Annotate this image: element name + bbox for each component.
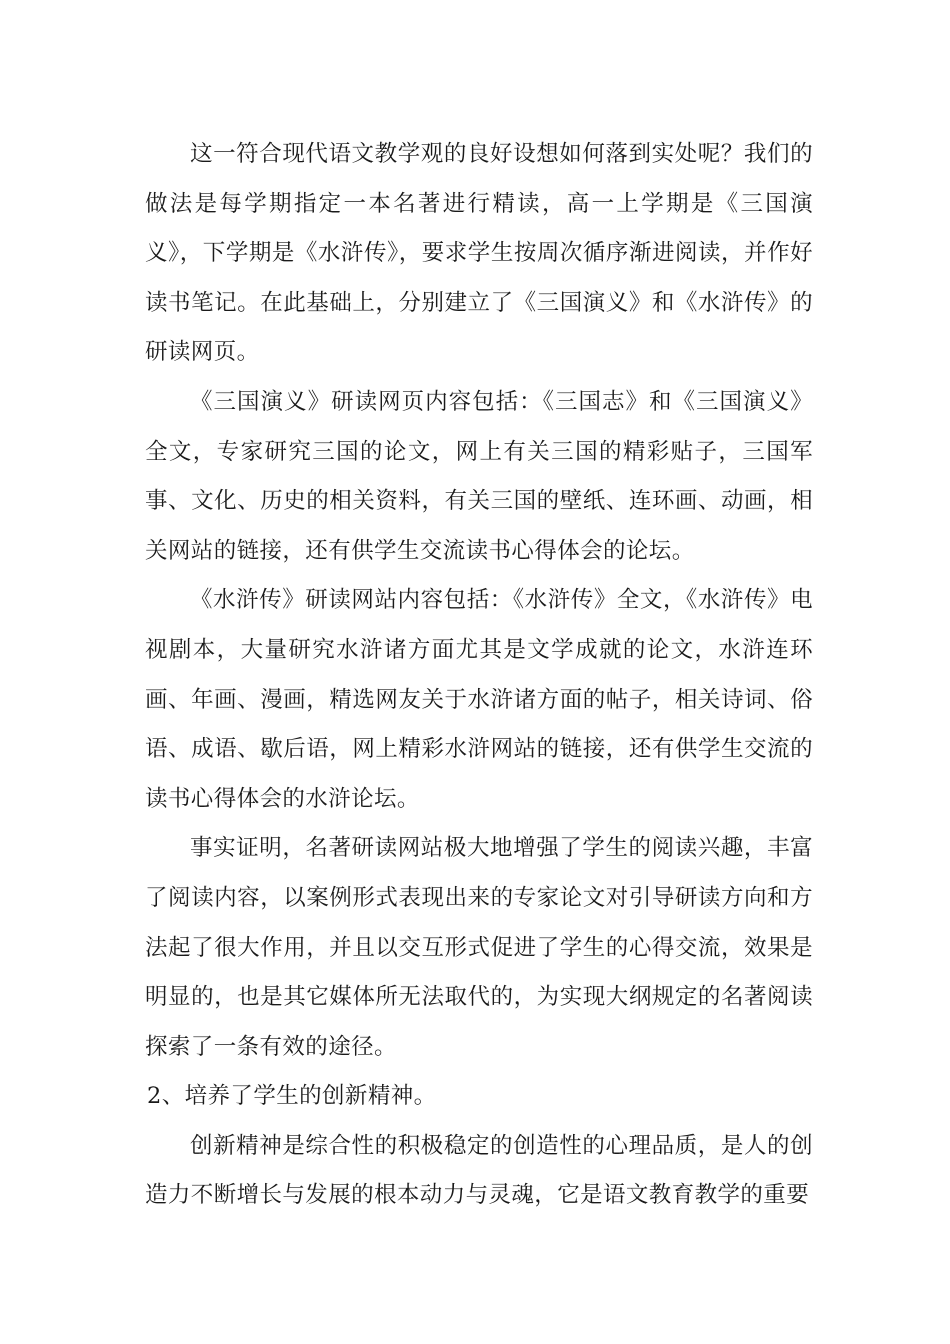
paragraph-results: 事实证明，名著研读网站极大地增强了学生的阅读兴趣，丰富了阅读内容，以案例形式表现出来的专家论文对引导研读方向和方法起了很大作用，并且以交互形式促进了学生的心得交流，效果是明显的，也是其它媒体所无法取代的，为实现大纲规定的名著阅读探索了一条有效的途径。 bbox=[145, 835, 813, 1060]
paragraph-implementation: 这一符合现代语文教学观的良好设想如何落到实处呢？我们的做法是每学期指定一本名著进行精读，高一上学期是《三国演义》，下学期是《水浒传》，要求学生按周次循序渐进阅读，并作好读书笔记。在此基础上，分别建立了《三国演义》和《水浒传》的研读网页。 bbox=[145, 141, 813, 366]
paragraph-shuihu-website: 《水浒传》研读网站内容包括：《水浒传》全文，《水浒传》电视剧本，大量研究水浒诸方面尤其是文学成就的论文，水浒连环画、年画、漫画，精选网友关于水浒诸方面的帖子，相关诗词、俗语、成语、歇后语，网上精彩水浒网站的链接，还有供学生交流的读书心得体会的水浒论坛。 bbox=[145, 587, 813, 812]
section-heading: 2、培养了学生的创新精神。 bbox=[147, 1083, 437, 1110]
document-page bbox=[145, 130, 813, 1221]
paragraph-innovation: 创新精神是综合性的积极稳定的创造性的心理品质，是人的创造力不断增长与发展的根本动力与灵魂，它是语文教育教学的重要 bbox=[145, 1132, 813, 1209]
paragraph-sanguo-webpage: 《三国演义》研读网页内容包括：《三国志》和《三国演义》全文，专家研究三国的论文，网上有关三国的精彩贴子，三国军事、文化、历史的相关资料，有关三国的壁纸、连环画、动画，相关网站的链接，还有供学生交流读书心得体会的论坛。 bbox=[145, 388, 813, 564]
